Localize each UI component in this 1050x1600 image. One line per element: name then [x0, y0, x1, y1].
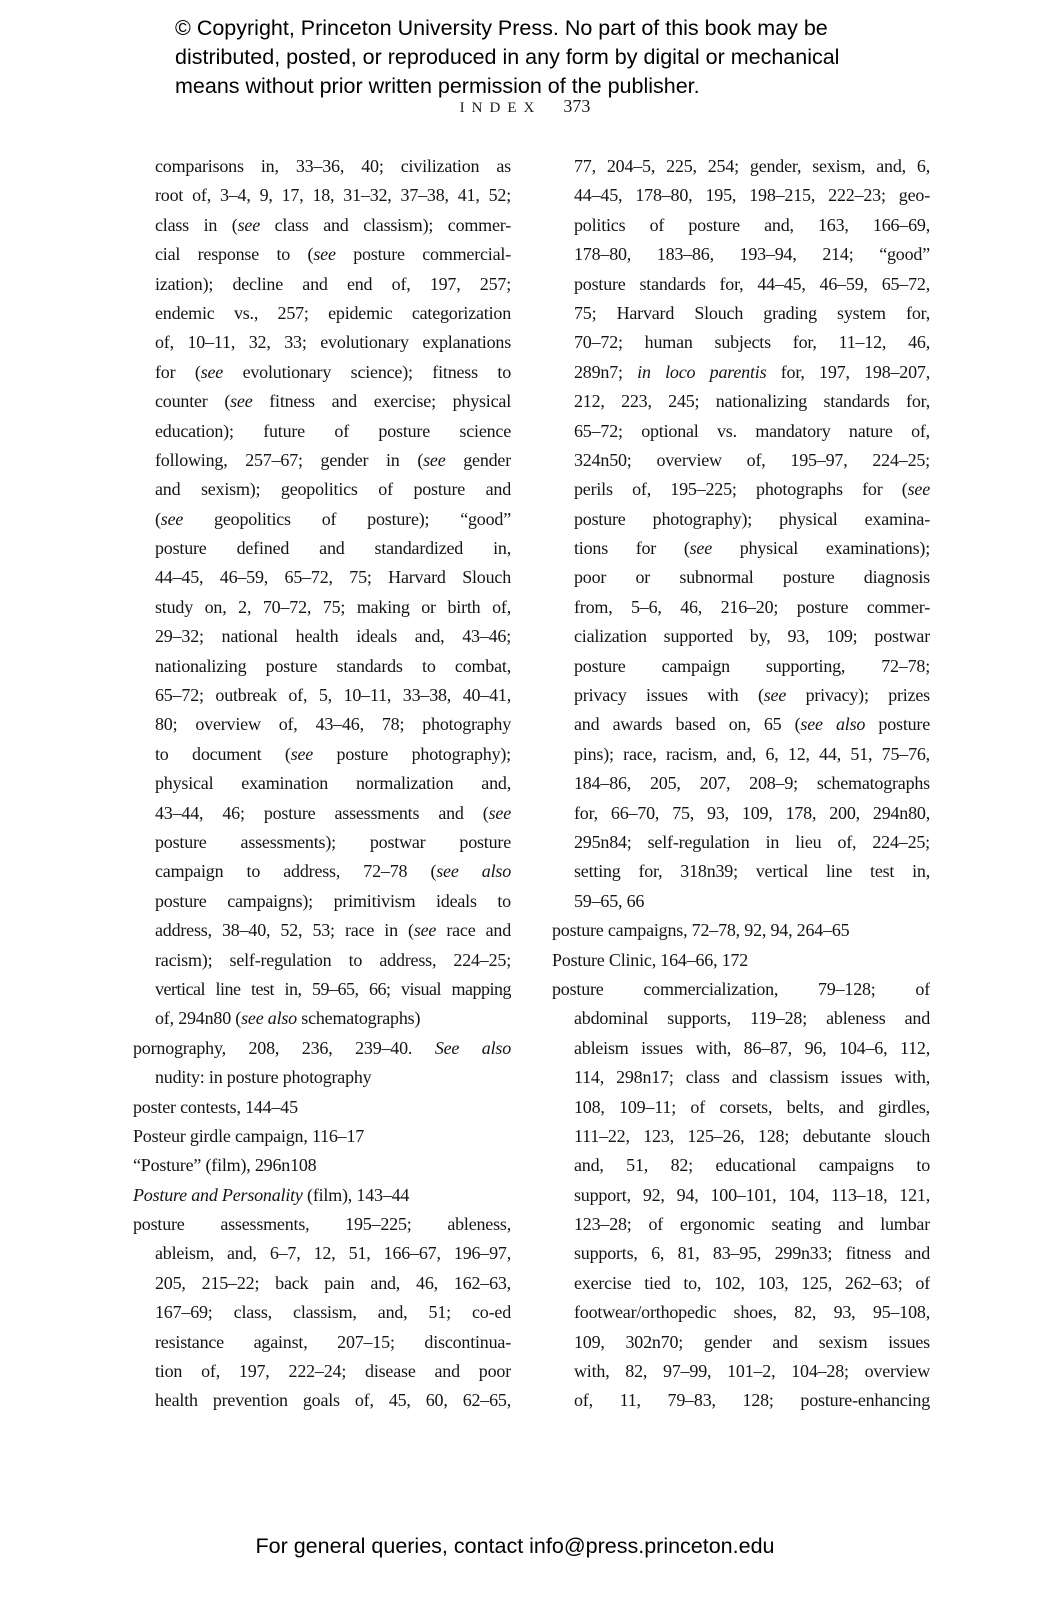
index-line: poster contests, 144–45: [133, 1096, 298, 1117]
footer-contact-text: For general queries, contact info@press.princeton.edu: [255, 1534, 775, 1558]
running-head: [0, 96, 1050, 117]
index-line: of, 10–11, 32, 33; evolutionary explanations: [155, 332, 511, 353]
index-line: posture campaigns, 72–78, 92, 94, 264–65: [552, 920, 850, 941]
index-line: politics of posture and, 163, 166–69,: [574, 214, 930, 235]
index-line: 108, 109–11; of corsets, belts, and girdles,: [574, 1096, 930, 1117]
index-line: of, 294n80 (see also schematographs): [155, 1008, 421, 1029]
index-line: 178–80, 183–86, 193–94, 214; “good”: [574, 244, 930, 265]
index-line: 65–72; optional vs. mandatory nature of,: [574, 420, 930, 441]
index-line: 80; overview of, 43–46, 78; photography: [155, 714, 511, 735]
index-line: cialization supported by, 93, 109; postwar: [574, 626, 930, 647]
index-line: counter (see fitness and exercise; physical: [155, 391, 511, 412]
index-line: tions for (see physical examinations);: [574, 538, 930, 559]
index-column-left: [133, 152, 511, 1416]
index-line: (see geopolitics of posture); “good”: [155, 508, 511, 529]
index-line: ableism, and, 6–7, 12, 51, 166–67, 196–97,: [155, 1243, 511, 1264]
index-line: for, 66–70, 75, 93, 109, 178, 200, 294n80,: [574, 802, 930, 823]
index-line: pornography, 208, 236, 239–40. See also: [133, 1037, 511, 1058]
index-line: footwear/orthopedic shoes, 82, 93, 95–108,: [574, 1302, 930, 1323]
index-line: 123–28; of ergonomic seating and lumbar: [574, 1214, 930, 1235]
index-line: racism); self-regulation to address, 224–25;: [155, 949, 511, 970]
index-line: and, 51, 82; educational campaigns to: [574, 1155, 930, 1176]
index-line: 212, 223, 245; nationalizing standards for,: [574, 391, 930, 412]
index-line: from, 5–6, 46, 216–20; posture commer-: [574, 596, 930, 617]
index-line: perils of, 195–225; photographs for (see: [574, 479, 930, 500]
index-line: address, 38–40, 52, 53; race in (see race and: [155, 920, 511, 941]
index-line: physical examination normalization and,: [155, 773, 511, 794]
index-line: 43–44, 46; posture assessments and (see: [155, 802, 511, 823]
index-line: and awards based on, 65 (see also posture: [574, 714, 930, 735]
index-line: “Posture” (film), 296n108: [133, 1155, 317, 1176]
index-column-right: [552, 152, 930, 1416]
index-line: posture campaigns); primitivism ideals to: [155, 890, 511, 911]
index-line: nationalizing posture standards to combat,: [155, 655, 511, 676]
index-line: 44–45, 178–80, 195, 198–215, 222–23; geo-: [574, 185, 930, 206]
index-line: 289n7; in loco parentis for, 197, 198–207,: [574, 361, 930, 382]
index-line: posture assessments, 195–225; ableness,: [133, 1214, 511, 1235]
index-line: ableism issues with, 86–87, 96, 104–6, 112,: [574, 1037, 930, 1058]
index-line: root of, 3–4, 9, 17, 18, 31–32, 37–38, 41, 52;: [155, 185, 511, 206]
index-line: vertical line test in, 59–65, 66; visual mapping: [155, 978, 511, 999]
index-line: setting for, 318n39; vertical line test in,: [574, 861, 930, 882]
copyright-notice: [175, 14, 875, 101]
index-line: supports, 6, 81, 83–95, 299n33; fitness and: [574, 1243, 930, 1264]
section-title: INDEX: [459, 100, 542, 116]
index-line: 70–72; human subjects for, 11–12, 46,: [574, 332, 930, 353]
index-line: 111–22, 123, 125–26, 128; debutante slouch: [574, 1125, 930, 1146]
index-line: 205, 215–22; back pain and, 46, 162–63,: [155, 1272, 511, 1293]
index-line: Posteur girdle campaign, 116–17: [133, 1125, 365, 1146]
index-line: tion of, 197, 222–24; disease and poor: [155, 1361, 511, 1382]
index-line: 324n50; overview of, 195–97, 224–25;: [574, 449, 930, 470]
index-line: campaign to address, 72–78 (see also: [155, 861, 511, 882]
page-number: 373: [563, 96, 591, 116]
index-line: study on, 2, 70–72, 75; making or birth of,: [155, 596, 511, 617]
copyright-line: distributed, posted, or reproduced in any form by digital or mechanical: [175, 45, 840, 69]
index-line: education); future of posture science: [155, 420, 511, 441]
index-line: of, 11, 79–83, 128; posture-enhancing: [574, 1390, 930, 1411]
index-line: health prevention goals of, 45, 60, 62–65,: [155, 1390, 511, 1411]
index-line: posture campaign supporting, 72–78;: [574, 655, 930, 676]
index-line: poor or subnormal posture diagnosis: [574, 567, 930, 588]
index-line: 44–45, 46–59, 65–72, 75; Harvard Slouch: [155, 567, 511, 588]
index-line: privacy issues with (see privacy); prizes: [574, 685, 930, 706]
index-line: posture standards for, 44–45, 46–59, 65–72,: [574, 273, 930, 294]
index-line: comparisons in, 33–36, 40; civilization as: [155, 156, 511, 176]
index-line: 295n84; self-regulation in lieu of, 224–25;: [574, 831, 930, 852]
index-line: for (see evolutionary science); fitness to: [155, 361, 511, 382]
index-line: 109, 302n70; gender and sexism issues: [574, 1331, 930, 1352]
index-line: 59–65, 66: [574, 890, 645, 911]
index-line: endemic vs., 257; epidemic categorization: [155, 302, 511, 323]
index-line: posture commercialization, 79–128; of: [552, 978, 930, 999]
index-line: posture photography); physical examina-: [574, 508, 930, 529]
index-line: 77, 204–5, 225, 254; gender, sexism, and, 6,: [574, 156, 930, 176]
index-line: ization); decline and end of, 197, 257;: [155, 273, 511, 294]
index-line: abdominal supports, 119–28; ableness and: [574, 1008, 930, 1029]
index-line: Posture Clinic, 164–66, 172: [552, 949, 749, 970]
copyright-line: © Copyright, Princeton University Press. No part of this book may be: [175, 16, 828, 40]
copyright-line: means without prior written permission of the publisher.: [175, 74, 700, 98]
index-line: pins); race, racism, and, 6, 12, 44, 51, 75–76,: [574, 743, 930, 764]
index-line: support, 92, 94, 100–101, 104, 113–18, 121,: [574, 1184, 930, 1205]
index-line: Posture and Personality (film), 143–44: [133, 1184, 410, 1205]
index-line: class in (see class and classism); commer-: [155, 214, 511, 235]
index-line: nudity: in posture photography: [155, 1067, 372, 1088]
index-line: 29–32; national health ideals and, 43–46;: [155, 626, 511, 647]
index-line: exercise tied to, 102, 103, 125, 262–63; of: [574, 1272, 930, 1293]
index-line: posture defined and standardized in,: [155, 538, 511, 559]
index-line: cial response to (see posture commercial-: [155, 244, 511, 265]
index-line: 114, 298n17; class and classism issues with,: [574, 1067, 930, 1088]
index-line: following, 257–67; gender in (see gender: [155, 449, 511, 470]
index-line: to document (see posture photography);: [155, 743, 511, 764]
index-line: 75; Harvard Slouch grading system for,: [574, 302, 930, 323]
index-line: posture assessments); postwar posture: [155, 831, 511, 852]
index-line: resistance against, 207–15; discontinua-: [155, 1331, 511, 1352]
index-line: 167–69; class, classism, and, 51; co-ed: [155, 1302, 511, 1323]
index-line: 65–72; outbreak of, 5, 10–11, 33–38, 40–41,: [155, 685, 511, 706]
index-line: with, 82, 97–99, 101–2, 104–28; overview: [574, 1361, 930, 1382]
index-line: and sexism); geopolitics of posture and: [155, 479, 511, 500]
index-line: 184–86, 205, 207, 208–9; schematographs: [574, 773, 930, 794]
